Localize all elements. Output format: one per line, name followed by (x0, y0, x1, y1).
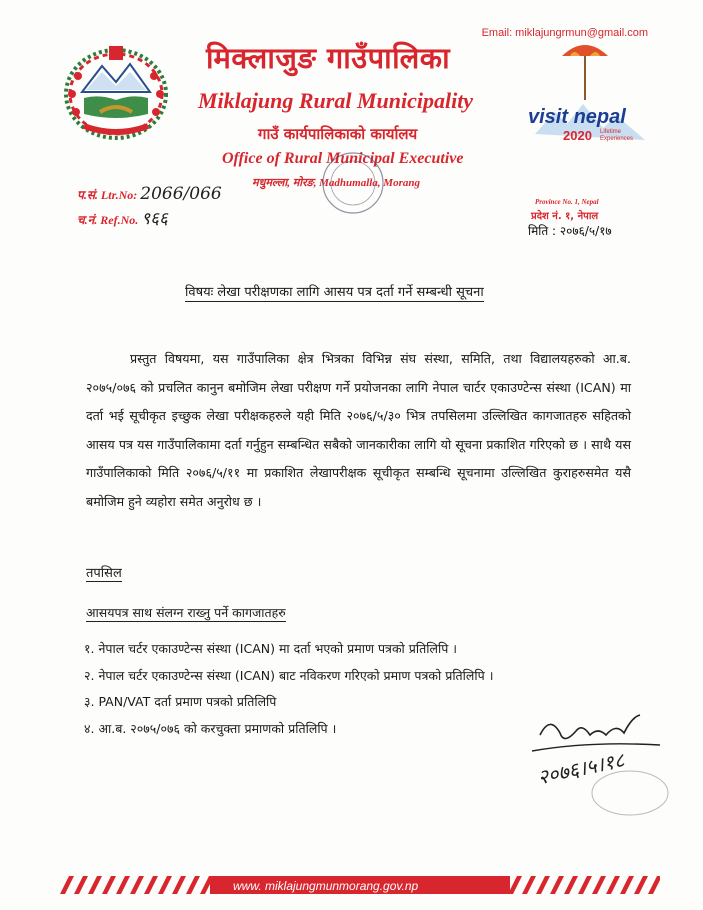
municipality-title-en: Miklajung Rural Municipality (198, 88, 474, 113)
province-en: Province No. 1, Nepal (535, 198, 599, 206)
tagline-line-2: Experiences (600, 136, 634, 142)
visit-word: visit (528, 106, 569, 128)
document-item: १. नेपाल चर्टर एकाउण्टेन्स संस्था (ICAN) मा दर्ता भएको प्रमाण पत्रको प्रतिलिपि । (84, 641, 457, 656)
visit-nepal-text (528, 106, 626, 129)
reference-number-value: ९६६ (141, 209, 168, 229)
nepal-emblem-icon (60, 42, 172, 142)
nepal-word: nepal (573, 106, 626, 128)
reference-number (77, 206, 168, 229)
umbrella-figure-icon (560, 40, 610, 110)
website-url[interactable]: www. miklajungmunmorang.gov.np (233, 879, 419, 893)
documents-list (84, 640, 493, 746)
document-item: २. नेपाल चर्टर एकाउण्टेन्स संस्था (ICAN) बाट नविकरण गरिएको प्रमाण पत्रको प्रतिलिपि । (84, 667, 494, 683)
province-np: प्रदेश नं. १, नेपाल (531, 211, 599, 222)
letter-date: मिति : २०७६/५/१७ (528, 224, 612, 238)
office-address: मधुमल्ला, मोरङ, Madhumalla, Morang (252, 177, 420, 189)
subject-line: विषयः लेखा परीक्षणका लागि आसय पत्र दर्ता गर्ने सम्बन्धी सूचना (185, 282, 484, 302)
municipality-title-np: मिक्लाजुङ गाउँपालिका (206, 41, 451, 75)
letter-number-value: 2066/066 (140, 184, 222, 204)
letter-number-label: प.सं. Ltr.No: (77, 188, 138, 202)
document-item: ३. PAN/VAT दर्ता प्रमाण पत्रको प्रतिलिपि (84, 694, 277, 709)
office-title-np: गाउँ कार्यपालिकाको कार्यालय (258, 125, 418, 143)
reference-number-label: च.नं. Ref.No. (77, 213, 139, 227)
document-item: ४. आ.ब. २०७५/०७६ को करचुक्ता प्रमाणको प्रतिलिपि । (84, 720, 337, 736)
notice-body (86, 345, 631, 517)
tagline-line-1: Lifetime (600, 129, 622, 135)
visit-nepal-year: 2020 (563, 128, 592, 143)
body-paragraph: प्रस्तुत विषयमा, यस गाउँपालिका क्षेत्र भित्रका विभिन्न संघ संस्था, समिति, तथा विद्यालयहरुको आ.ब. २०७५/०७६ को प्रचलित कानुन बमोजिम लेखा परीक्षण गर्ने प्रयोजनका लागि नेपाल चार्टर एकाउण्टेन्स संस्था (ICAN) मा दर्ता भई सूचीकृत इच्छुक लेखा परीक्षकहरुले यही मिति २०७६/५/३० भित्र तपसिलमा उल्लिखित कागजातहरु सहितको आसय पत्र यस गाउँपालिकामा दर्ता गर्नुहुन सम्बन्धित सबैको जानकारीका लागि यो सूचना प्रकाशित गरिएको छ । साथै यस गाउँपालिकाको मिति २०७६/५/११ मा प्रकाशित लेखापरीक्षक सूचीकृत सम्बन्धि सूचनामा उल्लिखित कुराहरुसमेत यसै बमोजिम हुने व्यहोरा समेत अनुरोध छ । (86, 351, 631, 509)
letter-number (77, 184, 222, 204)
office-title-en: Office of Rural Municipal Executive (222, 150, 464, 167)
visit-nepal-tagline (600, 129, 633, 143)
signature-date: २०७६।५।१८ (535, 747, 627, 790)
tapasil-heading: तपसिल (86, 563, 122, 582)
official-stamp-icon (320, 150, 386, 216)
documents-heading: आसयपत्र साथ संलग्न राख्नु पर्ने कागजातहरु (86, 605, 286, 620)
email-address: Email: miklajungrmun@gmail.com (481, 27, 648, 39)
